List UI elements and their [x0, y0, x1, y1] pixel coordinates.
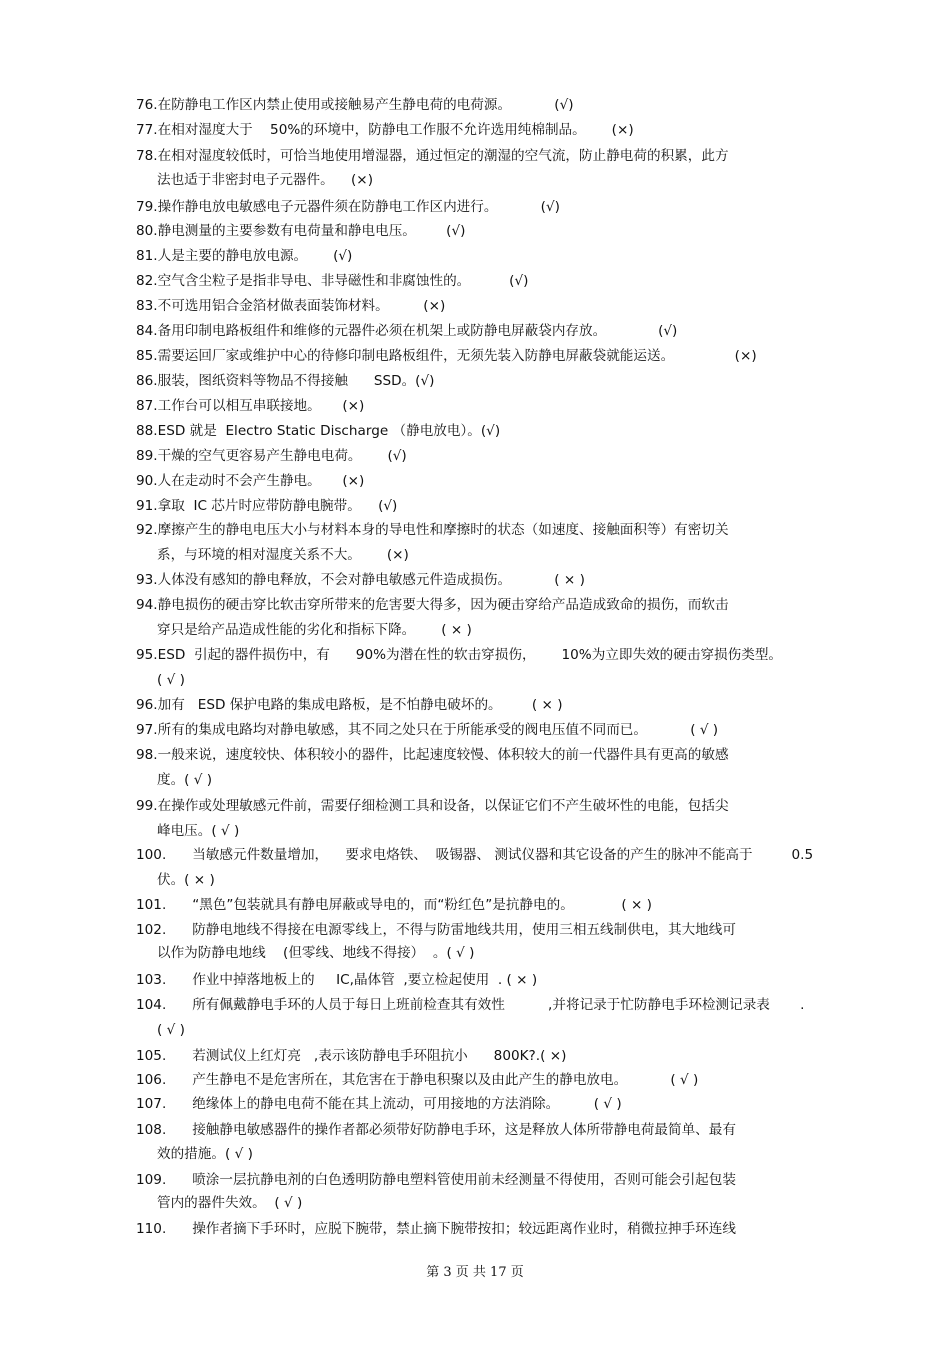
- text-line: 97.所有的集成电路均对静电敏感，其不同之处只在于所能承受的阀电压值不同而已。 ( √ ): [136, 722, 719, 738]
- text-line: 95.ESD 引起的器件损伤中，有 90%为潜在性的软击穿损伤， 10%为立即失效的硬击穿损伤类型。: [136, 647, 783, 663]
- text-line: 90.人在走动时不会产生静电。 (×): [136, 473, 365, 489]
- text-line: 80.静电测量的主要参数有电荷量和静电电压。 (√): [136, 223, 466, 239]
- text-line: 效的措施。( √ ): [157, 1146, 253, 1162]
- text-line: 86.服装，图纸资料等物品不得接触 SSD。(√): [136, 373, 435, 389]
- text-line: 96.加有 ESD 保护电路的集成电路板，是不怕静电破坏的。 ( × ): [136, 697, 563, 713]
- text-line: 穿只是给产品造成性能的劣化和指标下降。 ( × ): [157, 622, 472, 638]
- text-line: 77.在相对湿度大于 50%的环境中，防静电工作服不允许选用纯棉制品。 (×): [136, 122, 634, 138]
- text-line: 78.在相对湿度较低时，可恰当地使用增湿器，通过恒定的潮湿的空气流，防止静电荷的积累，此方: [136, 148, 729, 164]
- text-line: 系，与环境的相对湿度关系不大。 (×): [157, 547, 409, 563]
- text-line: 108. 接触静电敏感器件的操作者都必须带好防静电手环，这是释放人体所带静电荷最简单、最有: [136, 1122, 736, 1138]
- text-line: 88.ESD 就是 Electro Static Discharge （静电放电）。(√): [136, 423, 501, 439]
- text-line: 93.人体没有感知的静电释放，不会对静电敏感元件造成损伤。 ( × ): [136, 572, 585, 588]
- text-line: 峰电压。( √ ): [157, 823, 240, 839]
- text-line: 105. 若测试仪上红灯亮 ,表示该防静电手环阻抗小 800K?.( ×): [136, 1048, 567, 1064]
- text-line: 79.操作静电放电敏感电子元器件须在防静电工作区内进行。 (√): [136, 199, 560, 215]
- page-footer: 第 3 页 共 17 页: [426, 1265, 524, 1280]
- text-line: ( √ ): [157, 672, 185, 688]
- text-line: 度。( √ ): [157, 772, 213, 788]
- text-line: 101. “黑色”包装就具有静电屏蔽或导电的，而“粉红色”是抗静电的。 ( × ): [136, 897, 652, 913]
- text-line: 84.备用印制电路板组件和维修的元器件必须在机架上或防静电屏蔽袋内存放。 (√): [136, 323, 678, 339]
- text-line: ( √ ): [157, 1022, 185, 1038]
- text-line: 83.不可选用铝合金箔材做表面装饰材料。 (×): [136, 298, 446, 314]
- text-line: 110. 操作者摘下手环时，应脱下腕带，禁止摘下腕带按扣；较远距离作业时，稍微拉抻手环连线: [136, 1221, 736, 1237]
- text-line: 89.干燥的空气更容易产生静电电荷。 (√): [136, 448, 407, 464]
- text-line: 94.静电损伤的硬击穿比软击穿所带来的危害要大得多，因为硬击穿给产品造成致命的损伤，而软击: [136, 597, 729, 613]
- text-line: 管内的器件失效。 ( √ ): [157, 1195, 303, 1211]
- text-line: 81.人是主要的静电放电源。 (√): [136, 248, 353, 264]
- text-line: 87.工作台可以相互串联接地。 (×): [136, 398, 365, 414]
- text-line: 103. 作业中掉落地板上的 IC,晶体管 ,要立检起使用 . ( × ): [136, 972, 538, 988]
- text-line: 91.拿取 IC 芯片时应带防静电腕带。 (√): [136, 498, 398, 514]
- text-line: 98.一般来说，速度较快、体积较小的器件，比起速度较慢、体积较大的前一代器件具有更高的敏感: [136, 747, 729, 763]
- text-line: 92.摩擦产生的静电电压大小与材料本身的导电性和摩擦时的状态（如速度、接触面积等）有密切关: [136, 522, 729, 538]
- text-line: 伏。( × ): [157, 872, 215, 888]
- text-line: 85.需要运回厂家或维护中心的待修印制电路板组件，无须先装入防静电屏蔽袋就能运送。 (×): [136, 348, 757, 364]
- text-line: 以作为防静电地线 (但零线、地线不得接） 。( √ ): [157, 945, 475, 961]
- text-line: 107. 绝缘体上的静电电荷不能在其上流动，可用接地的方法消除。 ( √ ): [136, 1096, 622, 1112]
- text-line: 102. 防静电地线不得接在电源零线上，不得与防雷地线共用，使用三相五线制供电，其大地线可: [136, 922, 736, 938]
- text-line: 106. 产生静电不是危害所在，其危害在于静电积聚以及由此产生的静电放电。 ( √ ): [136, 1072, 699, 1088]
- text-line: 99.在操作或处理敏感元件前，需要仔细检测工具和设备，以保证它们不产生破坏性的电能，包括尖: [136, 798, 729, 814]
- text-line: 104. 所有佩戴静电手环的人员于每日上班前检查其有效性 ,并将记录于忙防静电手环检测记录表 .: [136, 997, 805, 1013]
- text-line: 109. 喷涂一层抗静电剂的白色透明防静电塑料管使用前未经测量不得使用，否则可能会引起包装: [136, 1172, 736, 1188]
- text-line: 76.在防静电工作区内禁止使用或接触易产生静电荷的电荷源。 (√): [136, 97, 574, 113]
- text-line: 100. 当敏感元件数量增加， 要求电烙铁、 吸锡器、 测试仪器和其它设备的产生的脉冲不能高于 0.5: [136, 847, 814, 863]
- text-line: 82.空气含尘粒子是指非导电、非导磁性和非腐蚀性的。 (√): [136, 273, 529, 289]
- text-line: 法也适于非密封电子元器件。 (×): [157, 172, 373, 188]
